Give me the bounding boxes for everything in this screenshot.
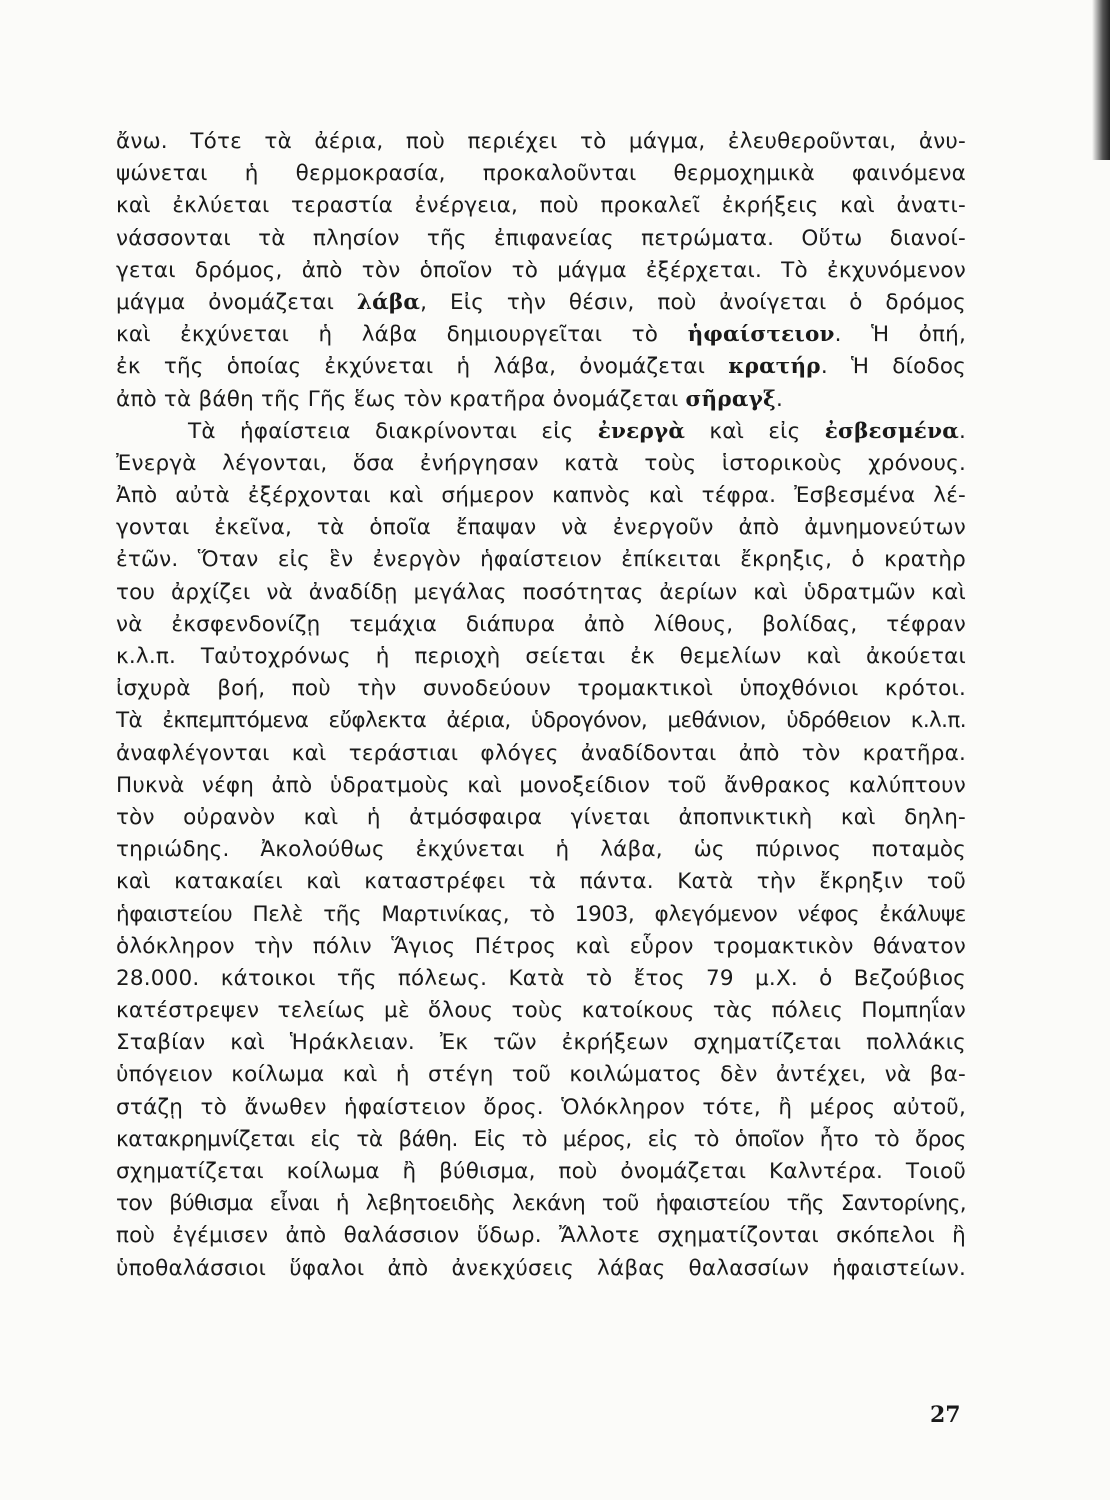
text-line: ὑποθαλάσσιοι ὕφαλοι ἀπὸ ἀνεκχύσεις λάβας θαλασσίων ἡφαιστείων.	[116, 1255, 966, 1281]
text-line: γονται ἐκεῖνα, τὰ ὁποῖα ἔπαψαν νὰ ἐνεργοῦν ἀπὸ ἀμνημονεύτων	[116, 515, 966, 541]
text-line: Τὰ ἡφαίστεια διακρίνονται εἰς ἐνεργὰ καὶ εἰς ἐσβεσμένα.	[188, 418, 966, 444]
text-line: ἀπὸ τὰ βάθη τῆς Γῆς ἕως τὸν κρατῆρα ὀνομάζεται σῆραγξ.	[116, 386, 784, 412]
text-line: κ.λ.π. Ταὐτοχρόνως ἡ περιοχὴ σείεται ἐκ θεμελίων καὶ ἀκούεται	[116, 644, 966, 669]
text-line: μάγμα ὀνομάζεται λάβα, Εἰς τὴν θέσιν, ποὺ ἀνοίγεται ὁ δρόμος	[116, 289, 966, 315]
body-text	[116, 126, 966, 1285]
text-line: καὶ κατακαίει καὶ καταστρέφει τὰ πάντα. Κατὰ τὴν ἔκρηξιν τοῦ	[116, 869, 966, 895]
text-line: Σταβίαν καὶ Ἡράκλειαν. Ἐκ τῶν ἐκρήξεων σχηματίζεται πολλάκις	[116, 1030, 966, 1056]
term-volcano: ἡφαίστειον	[687, 322, 835, 348]
text-line: σχηματίζεται κοίλωμα ἢ βύθισμα, ποὺ ὀνομάζεται Καλντέρα. Τοιοῦ	[116, 1159, 966, 1184]
text-line: Πυκνὰ νέφη ἀπὸ ὑδρατμοὺς καὶ μονοξείδιον τοῦ ἄνθρακος καλύπτουν	[116, 772, 966, 798]
text-line: ὑπόγειον κοίλωμα καὶ ἡ στέγη τοῦ κοιλώματος δὲν ἀντέχει, νὰ βα-	[116, 1062, 966, 1088]
text-line: Ἀπὸ αὐτὰ ἐξέρχονται καὶ σήμερον καπνὸς καὶ τέφρα. Ἐσβεσμένα λέ-	[116, 483, 966, 509]
page-number: 27	[930, 1402, 961, 1428]
text-line: κατέστρεψεν τελείως μὲ ὅλους τοὺς κατοίκους τὰς πόλεις Πομπηΐαν	[116, 998, 966, 1024]
text-line: ἐτῶν. Ὅταν εἰς ἓν ἐνεργὸν ἡφαίστειον ἐπίκειται ἔκρηξις, ὁ κρατὴρ	[116, 547, 966, 573]
text-line: Ἐνεργὰ λέγονται, ὅσα ἐνήργησαν κατὰ τοὺς ἱστορικοὺς χρόνους.	[116, 450, 966, 476]
text-line: ψώνεται ἡ θερμοκρασία, προκαλοῦνται θερμοχημικὰ φαινόμενα	[116, 161, 966, 187]
term-extinct: ἐσβεσμένα	[824, 418, 959, 444]
text-line: ἄνω. Τότε τὰ ἀέρια, ποὺ περιέχει τὸ μάγμα, ἐλευθεροῦνται, ἀνυ-	[116, 129, 966, 154]
text-line: κατακρημνίζεται εἰς τὰ βάθη. Εἰς τὸ μέρος, εἰς τὸ ὁποῖον ἦτο τὸ ὄρος	[116, 1126, 966, 1152]
text-line: 28.000. κάτοικοι τῆς πόλεως. Κατὰ τὸ ἔτος 79 μ.Χ. ὁ Βεζούβιος	[116, 965, 966, 991]
text-line: ποὺ ἐγέμισεν ἀπὸ θαλάσσιον ὕδωρ. Ἄλλοτε σχηματίζονται σκόπελοι ἢ	[116, 1223, 966, 1249]
text-line: ἐκ τῆς ὁποίας ἐκχύνεται ἡ λάβα, ὀνομάζεται κρατήρ. Ἡ δίοδος	[116, 354, 966, 380]
text-line: Τὰ ἐκπεμπτόμενα εὔφλεκτα ἀέρια, ὑδρογόνον, μεθάνιον, ὑδρόθειον κ.λ.π.	[116, 708, 966, 734]
text-line: γεται δρόμος, ἀπὸ τὸν ὁποῖον τὸ μάγμα ἐξέρχεται. Τὸ ἐκχυνόμενον	[116, 257, 966, 283]
text-line: καὶ ἐκλύεται τεραστία ἐνέργεια, ποὺ προκαλεῖ ἐκρήξεις καὶ ἀνατι-	[116, 193, 966, 219]
text-line: στάζῃ τὸ ἄνωθεν ἡφαίστειον ὄρος. Ὁλόκληρον τότε, ἢ μέρος αὐτοῦ,	[116, 1094, 966, 1120]
page-edge-shadow	[1092, 0, 1110, 160]
text-line: ἀναφλέγονται καὶ τεράστιαι φλόγες ἀναδίδονται ἀπὸ τὸν κρατῆρα.	[116, 740, 966, 766]
term-conduit: σῆραγξ	[685, 386, 776, 412]
term-lava: λάβα	[356, 289, 421, 315]
text-line: ἡφαιστείου Πελὲ τῆς Μαρτινίκας, τὸ 1903, φλεγόμενον νέφος ἐκάλυψε	[116, 901, 966, 927]
text-line: νὰ ἐκσφενδονίζῃ τεμάχια διάπυρα ἀπὸ λίθους, βολίδας, τέφραν	[116, 611, 966, 637]
text-line: τον βύθισμα εἶναι ἡ λεβητοειδὴς λεκάνη τοῦ ἡφαιστείου τῆς Σαντορίνης,	[116, 1191, 966, 1217]
term-crater: κρατήρ	[728, 354, 821, 380]
text-line: τὸν οὐρανὸν καὶ ἡ ἀτμόσφαιρα γίνεται ἀποπνικτικὴ καὶ δηλη-	[116, 804, 966, 830]
text-line: καὶ ἐκχύνεται ἡ λάβα δημιουργεῖται τὸ ἡφαίστειον. Ἡ ὀπή,	[116, 322, 966, 348]
text-line: του ἀρχίζει νὰ ἀναδίδῃ μεγάλας ποσότητας ἀερίων καὶ ὑδρατμῶν καὶ	[116, 579, 966, 605]
term-active: ἐνεργὰ	[597, 418, 686, 444]
text-line: ὁλόκληρον τὴν πόλιν Ἅγιος Πέτρος καὶ εὗρον τρομακτικὸν θάνατον	[116, 933, 966, 959]
text-line: ἰσχυρὰ βοή, ποὺ τὴν συνοδεύουν τρομακτικοὶ ὑποχθόνιοι κρότοι.	[116, 676, 966, 702]
text-line: τηριώδης. Ἀκολούθως ἐκχύνεται ἡ λάβα, ὡς πύρινος ποταμὸς	[116, 837, 966, 863]
text-line: νάσσονται τὰ πλησίον τῆς ἐπιφανείας πετρώματα. Οὕτω διανοί-	[116, 225, 966, 251]
